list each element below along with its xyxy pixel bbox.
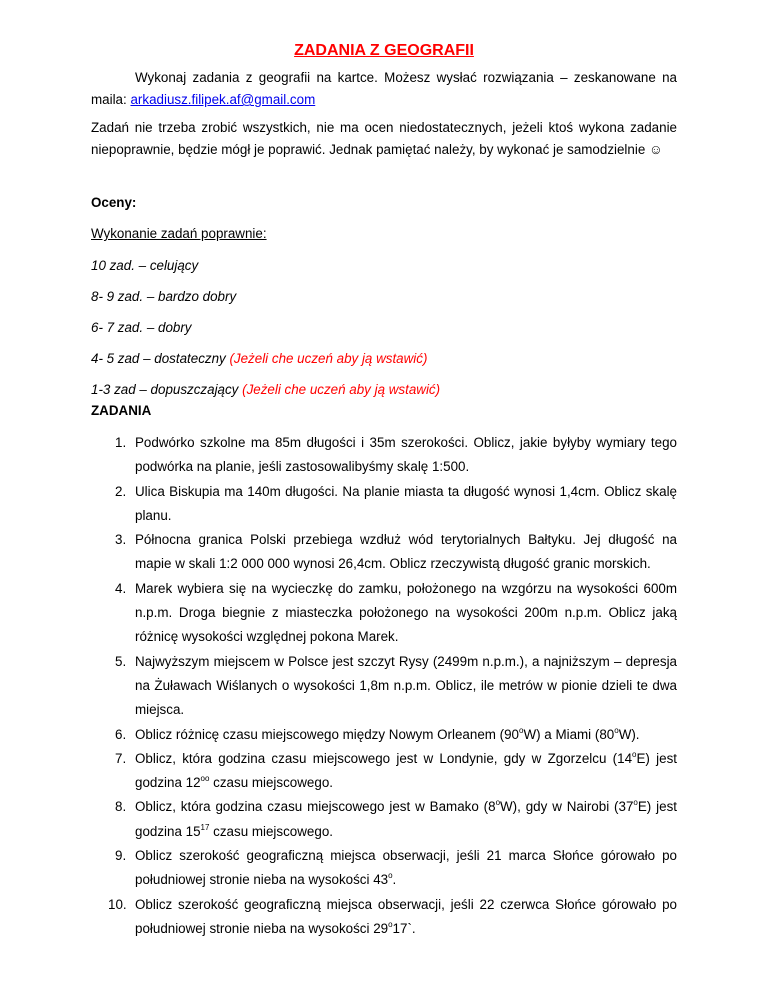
grade-item: 8- 9 zad. – bardzo dobry [91, 289, 237, 304]
task-item: 7. Oblicz, która godzina czasu miejscowego jest w Londynie, gdy w Zgorzelcu (14$^o$E) jest godzina $12^{oo}$ czasu miejscowego. [115, 749, 677, 791]
task-item: 2. Ulica Biskupia ma 140m długości. Na planie miasta ta długość wynosi 1,4cm. Oblicz skalę planu. [115, 483, 677, 523]
grade-note: (Jeżeli che uczeń aby ją wstawić) [229, 351, 428, 366]
grade-item: 10 zad. – celujący [91, 258, 199, 273]
intro-text: Wykonaj zadania z geografii na kartce. Możesz wysłać rozwiązania – zeskanowane na maila: [91, 70, 677, 107]
grades-heading: Oceny: [91, 195, 137, 210]
tasks-heading: ZADANIA [91, 403, 152, 418]
grade-item: 1-3 zad – dopuszczający (Jeżeli che uczeń aby ją wstawić) [91, 382, 441, 397]
note-paragraph: Zadań nie trzeba zrobić wszystkich, nie ma ocen niedostatecznych, jeżeli ktoś wykona zadanie niepoprawnie, będzie mógł je poprawić. Jednak pamiętać należy, by wykonać je samodzielnie ☺ [91, 120, 677, 157]
task-item: 4. Marek wybiera się na wycieczkę do zamku, położonego na wzgórzu na wysokości 600m n.p.m. Droga biegnie z miasteczka położonego na wysokości 200m n.p.m. Oblicz jaką różnicę wysokości względnej pokona Marek. [115, 580, 677, 645]
grade-note: (Jeżeli che uczeń aby ją wstawić) [242, 382, 441, 397]
task-item: 8. Oblicz, która godzina czasu miejscowego jest w Bamako (8$^o$W), gdy w Nairobi (37$^o$E) jest godzina $15^{17}$ czasu miejscowego. [115, 798, 677, 839]
intro-paragraph [91, 67, 677, 111]
tasks-list [91, 431, 677, 941]
task-item: 10. Oblicz szerokość geograficzną miejsca obserwacji, jeśli 22 czerwca Słońce górowało po południowej stronie nieba na wysokości 29$^o$17`. [108, 896, 677, 936]
task-item: 9. Oblicz szerokość geograficzną miejsca obserwacji, jeśli 21 marca Słońce górowało po południowej stronie nieba na wysokości 43$^o$. [115, 848, 677, 888]
page-title: ZADANIA Z GEOGRAFII [294, 42, 474, 59]
task-item: 3. Północna granica Polski przebiega wzdłuż wód terytorialnych Bałtyku. Jej długość na mapie w skali 1:2 000 000 wynosi 26,4cm. Oblicz rzeczywistą długość granic morskich. [115, 532, 677, 572]
grade-item: 6- 7 zad. – dobry [91, 320, 192, 335]
task-item: 1. Podwórko szkolne ma 85m długości i 35m szerokości. Oblicz, jakie byłyby wymiary tego podwórka na planie, jeśli zastosowalibyśmy skalę 1:500. [115, 435, 677, 475]
task-item: 6. Oblicz różnicę czasu miejscowego między Nowym Orleanem (90$^o$W) a Miami (80$^o$W). [115, 725, 640, 742]
grades-subheading: Wykonanie zadań poprawnie: [91, 226, 267, 241]
task-item: 5. Najwyższym miejscem w Polsce jest szczyt Rysy (2499m n.p.m.), a najniższym – depresja na Żuławach Wiślanych o wysokości 1,8m n.p.m. Oblicz, ile metrów w pionie dzieli te dwa miejsca. [115, 653, 677, 718]
email-link[interactable]: arkadiusz.filipek.af@gmail.com [130, 92, 316, 107]
grade-item: 4- 5 zad – dostateczny (Jeżeli che uczeń aby ją wstawić) [91, 351, 428, 366]
